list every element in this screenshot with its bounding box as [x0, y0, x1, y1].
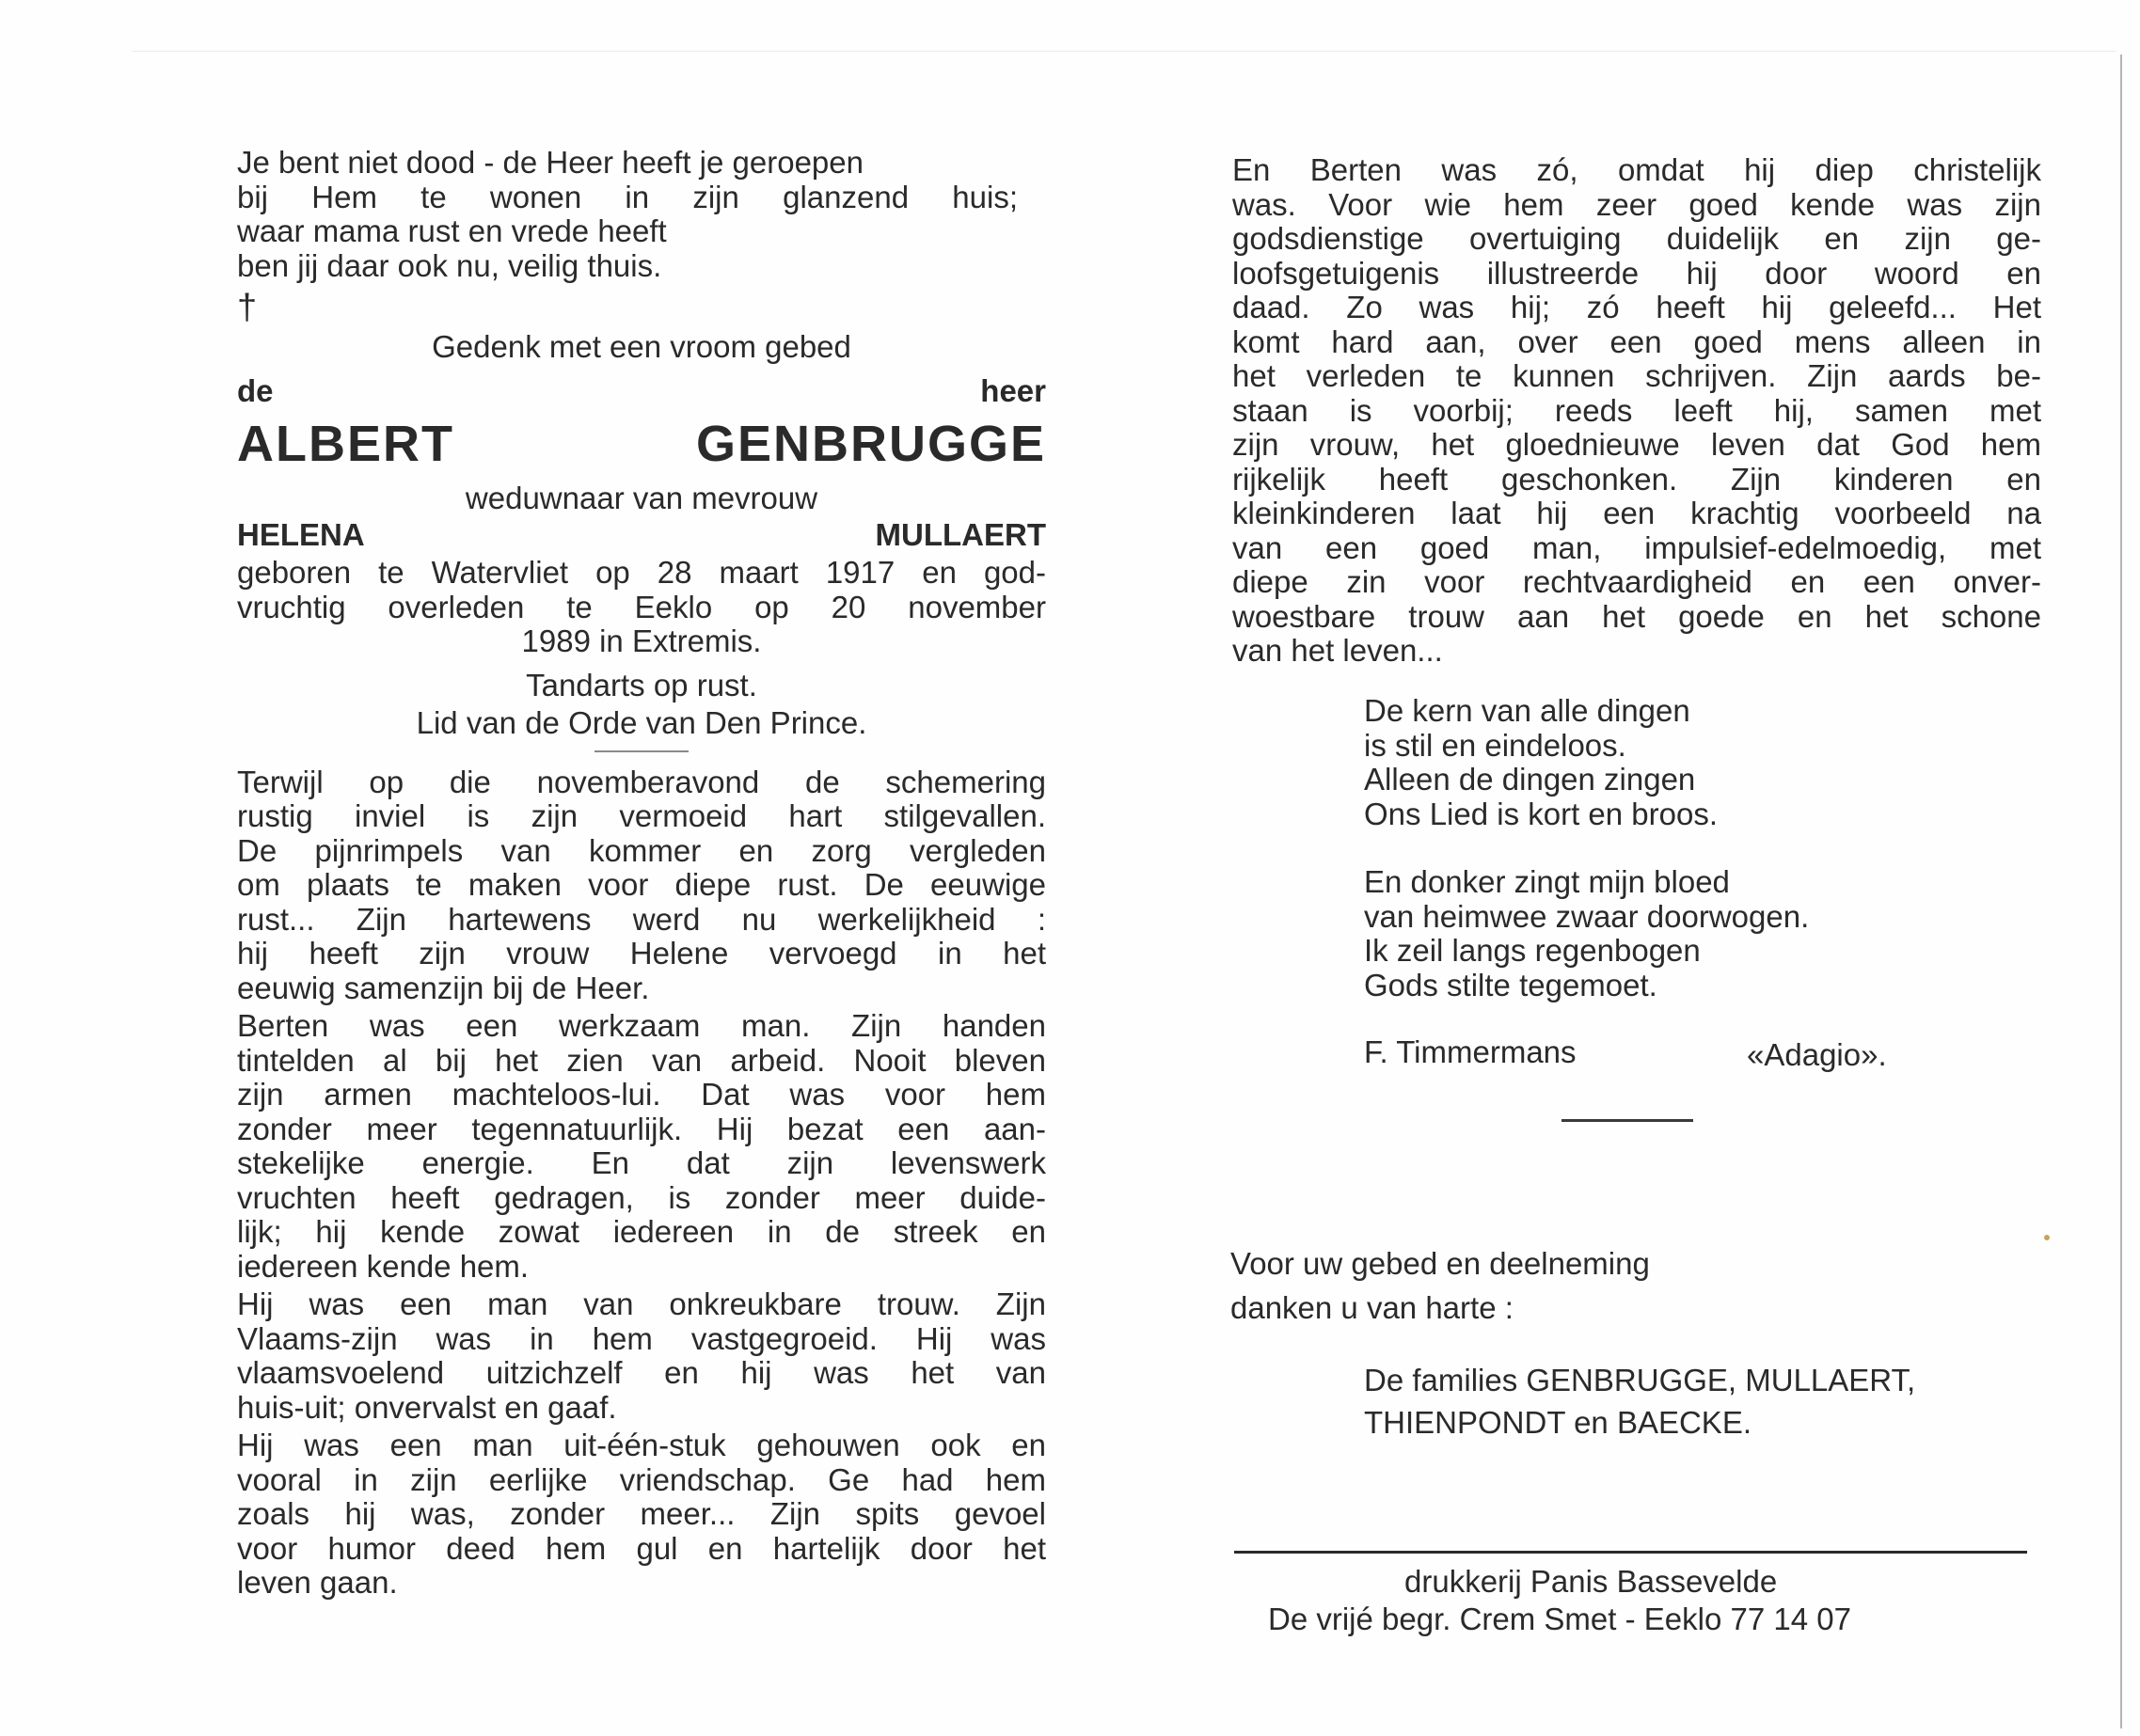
remember-text: Gedenk met een vroom gebed	[432, 329, 851, 364]
paragraph-line: huis-uit; onvervalst en gaaf.	[237, 1389, 617, 1425]
families-line: De families GENBRUGGE, MULLAERT,	[1364, 1363, 1916, 1397]
paragraph-line: vooral in zijn eerlijke vriendschap. Ge had hem	[237, 1461, 1046, 1497]
opening-verse-line: ben jij daar ook nu, veilig thuis.	[237, 247, 662, 283]
paragraph-line: Hij was een man uit-één-stuk gehouwen ook en	[237, 1428, 1046, 1462]
paragraph-line: zoals hij was, zonder meer... Zijn spits gevoel	[237, 1496, 1046, 1531]
poem-line: De kern van alle dingen	[1364, 693, 1690, 728]
poem-line: Gods stilte tegemoet.	[1364, 967, 1657, 1002]
poem-title: «Adagio».	[1747, 1037, 1887, 1072]
cross-icon: †	[237, 288, 258, 327]
poem-line: Alleen de dingen zingen	[1364, 762, 1696, 797]
paragraph-line: rust... Zijn hartewens werd nu werkelijkheid :	[237, 901, 1046, 937]
paragraph-line: was. Voor wie hem zeer goed kende was zijn	[1232, 186, 2041, 222]
card-right-edge	[2120, 55, 2122, 1728]
thanks-line: Voor uw gebed en deelneming	[1230, 1246, 1650, 1281]
paragraph-line: En Berten was zó, omdat hij diep christelijk	[1232, 152, 2041, 187]
paragraph-line: lijk; hij kende zowat iedereen in de streek en	[237, 1214, 1046, 1249]
widower-text: weduwnaar van mevrouw	[465, 481, 818, 515]
paragraph-line: eeuwig samenzijn bij de Heer.	[237, 970, 650, 1005]
families-line: THIENPONDT en BAECKE.	[1364, 1405, 1752, 1440]
paragraph-line: zijn vrouw, het gloednieuwe leven dat God hem	[1232, 427, 2041, 462]
poem-stanza-2	[1364, 865, 1809, 1002]
divider-line	[1561, 1119, 1693, 1122]
paragraph-line: iedereen kende hem.	[237, 1248, 530, 1284]
paragraph-line: De pijnrimpels van kommer en zorg vergleden	[237, 832, 1046, 868]
deceased-name: ALBERT GENBRUGGE	[237, 416, 1046, 472]
opening-verse-line: waar mama rust en vrede heeft	[237, 213, 667, 248]
life-line: geboren te Watervliet op 28 maart 1917 en god-	[237, 555, 1046, 590]
paragraph-line: loofsgetuigenis illustreerde hij door woord en	[1232, 255, 2041, 291]
poem-line: is stil en eindeloos.	[1364, 727, 1626, 763]
spouse-name: HELENA MULLAERT	[237, 516, 1046, 552]
paragraph-line: rustig inviel is zijn vermoeid hart stilgevallen.	[237, 798, 1046, 833]
paragraph-line: van het leven...	[1232, 633, 1443, 668]
poem-line: van heimwee zwaar doorwogen.	[1364, 898, 1810, 934]
honorific: de heer	[237, 372, 1046, 408]
section-divider	[594, 750, 689, 752]
paragraph-line: voor humor deed hem gul en hartelijk door het	[237, 1530, 1046, 1566]
life-line: 1989 in Extremis.	[521, 623, 762, 658]
paragraph-line: komt hard aan, over een goed mens alleen in	[1232, 324, 2041, 359]
paragraph-line: stekelijke energie. En dat zijn levenswerk	[237, 1145, 1046, 1180]
life-line: vruchtig overleden te Eeklo op 20 november	[237, 589, 1046, 624]
footer-rule	[1234, 1551, 2027, 1554]
card-top-edge	[132, 51, 2116, 52]
paragraph-line: tintelden al bij het zien van arbeid. Nooit bleven	[237, 1042, 1046, 1078]
paragraph-line: hij heeft zijn vrouw Helene vervoegd in het	[237, 936, 1046, 971]
poem-stanza-1	[1364, 694, 1718, 831]
poem-line: Ons Lied is kort en broos.	[1364, 796, 1719, 831]
paragraph-line: om plaats te maken voor diepe rust. De eeuwige	[237, 867, 1046, 902]
paper-speck	[2044, 1235, 2050, 1240]
paragraph-line: vlaamsvoelend uitzichzelf en hij was het van	[237, 1355, 1046, 1390]
paragraph-line: staan is voorbij; reeds leeft hij, samen met	[1232, 392, 2041, 428]
poem-line: Ik zeil langs regenbogen	[1364, 933, 1701, 968]
paragraph-line: godsdienstige overtuiging duidelijk en zijn ge-	[1232, 221, 2041, 256]
paragraph-line: het verleden te kunnen schrijven. Zijn aards be-	[1232, 358, 2041, 393]
paragraph-line: woestbare trouw aan het goede en het schone	[1232, 598, 2041, 634]
profession: Tandarts op rust.	[526, 667, 757, 702]
paragraph-line: vruchten heeft gedragen, is zonder meer duide-	[237, 1179, 1046, 1215]
printer-address: De vrijé begr. Crem Smet - Eeklo 77 14 07	[1268, 1602, 1851, 1636]
membership: Lid van de Orde van Den Prince.	[416, 705, 867, 740]
printer-name: drukkerij Panis Bassevelde	[1404, 1564, 1778, 1599]
paragraph-line: kleinkinderen laat hij een krachtig voorbeeld na	[1232, 496, 2041, 530]
paragraph-line: Hij was een man van onkreukbare trouw. Zijn	[237, 1286, 1046, 1321]
paragraph-line: rijkelijk heeft geschonken. Zijn kinderen en	[1232, 461, 2041, 497]
paragraph-line: Berten was een werkzaam man. Zijn handen	[237, 1008, 1046, 1043]
opening-verse-line: bij Hem te wonen in zijn glanzend huis;	[237, 179, 1018, 214]
paragraph-line: zijn armen machteloos-lui. Dat was voor hem	[237, 1077, 1046, 1112]
poem-line: En donker zingt mijn bloed	[1364, 864, 1730, 899]
opening-verse-line: Je bent niet dood - de Heer heeft je geroepen	[237, 145, 864, 180]
paragraph-line: van een goed man, impulsief-edelmoedig, met	[1232, 529, 2041, 565]
thanks-line: danken u van harte :	[1230, 1290, 1514, 1325]
paragraph-line: zonder meer tegennatuurlijk. Hij bezat een aan-	[237, 1111, 1046, 1146]
paragraph-line: daad. Zo was hij; zó heeft hij geleefd... Het	[1232, 290, 2041, 324]
paragraph-line: Vlaams-zijn was in hem vastgegroeid. Hij was	[237, 1320, 1046, 1356]
right-page	[1232, 153, 2041, 669]
paragraph-line: diepe zin voor rechtvaardigheid en een onver-	[1232, 564, 2041, 599]
paragraph-line: Terwijl op die novemberavond de schemering	[237, 764, 1046, 799]
paragraph-line: leven gaan.	[237, 1565, 398, 1600]
poem-author: F. Timmermans	[1364, 1034, 1577, 1069]
left-page	[237, 146, 1046, 1601]
